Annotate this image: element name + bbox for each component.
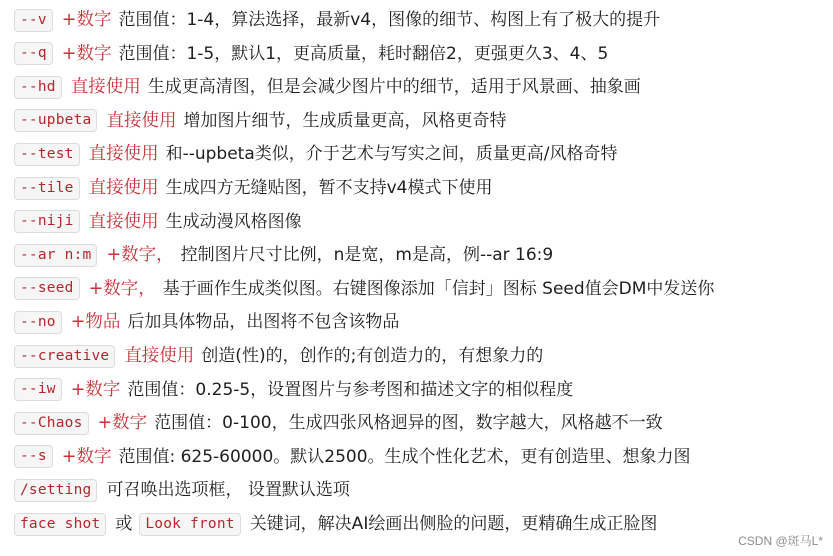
parameter-usage-tag: +数字 — [61, 446, 112, 467]
keyword-description: 关键词，解决AI绘画出侧脸的问题，更精确生成正脸图 — [249, 514, 658, 534]
parameter-code: --Chaos — [14, 412, 89, 435]
parameter-usage-tag: 直接使用 — [88, 178, 159, 198]
parameter-usage-tag: +数字 — [61, 10, 112, 30]
parameter-description: 增加图片细节，生成质量更高，风格更奇特 — [183, 110, 507, 131]
parameter-row — [14, 240, 827, 270]
parameter-code: /setting — [14, 479, 97, 502]
parameter-row — [14, 5, 827, 35]
parameter-description: 后加具体物品，出图将不包含该物品 — [127, 312, 400, 333]
parameter-description: 和--upbeta类似，介于艺术与写实之间，质量更高/风格奇特 — [165, 144, 618, 165]
parameter-description: 创造(性)的，创作的;有创造力的，有想象力的 — [201, 346, 544, 366]
parameter-row — [14, 442, 827, 472]
parameter-code: --upbeta — [14, 109, 97, 132]
parameter-row — [14, 341, 827, 371]
parameter-usage-tag: +数字， — [106, 245, 174, 266]
parameter-usage-tag: +数字 — [97, 413, 148, 434]
parameter-row — [14, 173, 827, 203]
parameter-description: 范围值：0.25-5，设置图片与参考图和描述文字的相似程度 — [127, 379, 574, 400]
parameter-code: --q — [14, 42, 53, 65]
parameter-code: --s — [14, 445, 53, 468]
parameter-usage-tag: 直接使用 — [88, 144, 159, 165]
parameter-row — [14, 408, 827, 438]
parameter-code: --seed — [14, 277, 80, 300]
parameter-row — [14, 475, 827, 505]
parameter-row — [14, 375, 827, 405]
parameter-usage-tag: +数字， — [88, 278, 156, 299]
parameter-usage-tag: +物品 — [70, 312, 121, 333]
parameter-code: --ar n:m — [14, 244, 97, 267]
parameter-description: 控制图片尺寸比例，n是宽，m是高，例--ar 16:9 — [180, 245, 554, 266]
parameter-usage-tag: 直接使用 — [124, 346, 195, 366]
parameter-row — [14, 207, 827, 237]
parameter-usage-tag: 直接使用 — [70, 77, 141, 98]
keyword-code-look-front: Look front — [139, 513, 240, 536]
parameter-description: 生成四方无缝贴图，暂不支持v4模式下使用 — [165, 178, 493, 198]
parameter-description: 基于画作生成类似图。右键图像添加「信封」图标 Seed值会DM中发送你 — [162, 278, 715, 299]
parameter-usage-tag: 直接使用 — [106, 110, 177, 131]
keyword-joiner: 或 — [115, 514, 133, 534]
parameter-description: 生成更高清图，但是会减少图片中的细节，适用于风景画、抽象画 — [147, 77, 641, 98]
parameter-description: 范围值: 625-60000。默认2500。生成个性化艺术，更有创造里、想象力图 — [118, 446, 691, 467]
keyword-code-face-shot: face shot — [14, 513, 106, 536]
parameter-code: --iw — [14, 378, 62, 401]
parameter-description: 可召唤出选项框， 设置默认选项 — [106, 480, 350, 501]
parameter-code: --test — [14, 143, 80, 166]
parameter-row — [14, 139, 827, 169]
parameter-row — [14, 39, 827, 69]
parameter-row — [14, 72, 827, 102]
parameter-code: --hd — [14, 76, 62, 99]
parameter-description: 范围值：1-5，默认1，更高质量，耗时翻倍2，更强更久3、4、5 — [118, 43, 609, 64]
parameter-usage-tag: +数字 — [70, 379, 121, 400]
parameter-description: 范围值：1-4，算法选择，最新v4，图像的细节、构图上有了极大的提升 — [118, 10, 661, 30]
keyword-row — [14, 509, 827, 539]
parameter-description: 生成动漫风格图像 — [165, 211, 302, 232]
parameter-row — [14, 307, 827, 337]
parameter-code: --creative — [14, 345, 115, 368]
parameter-row — [14, 106, 827, 136]
parameter-code: --tile — [14, 177, 80, 200]
parameter-usage-tag: 直接使用 — [88, 211, 159, 232]
parameter-row — [14, 274, 827, 304]
parameter-code: --no — [14, 311, 62, 334]
parameter-code: --v — [14, 9, 53, 32]
csdn-watermark: CSDN @斑马L* — [738, 534, 823, 548]
parameter-usage-tag: +数字 — [61, 43, 112, 64]
parameter-description: 范围值：0-100，生成四张风格迥异的图，数字越大，风格越不一致 — [154, 413, 663, 434]
parameter-code: --niji — [14, 210, 80, 233]
